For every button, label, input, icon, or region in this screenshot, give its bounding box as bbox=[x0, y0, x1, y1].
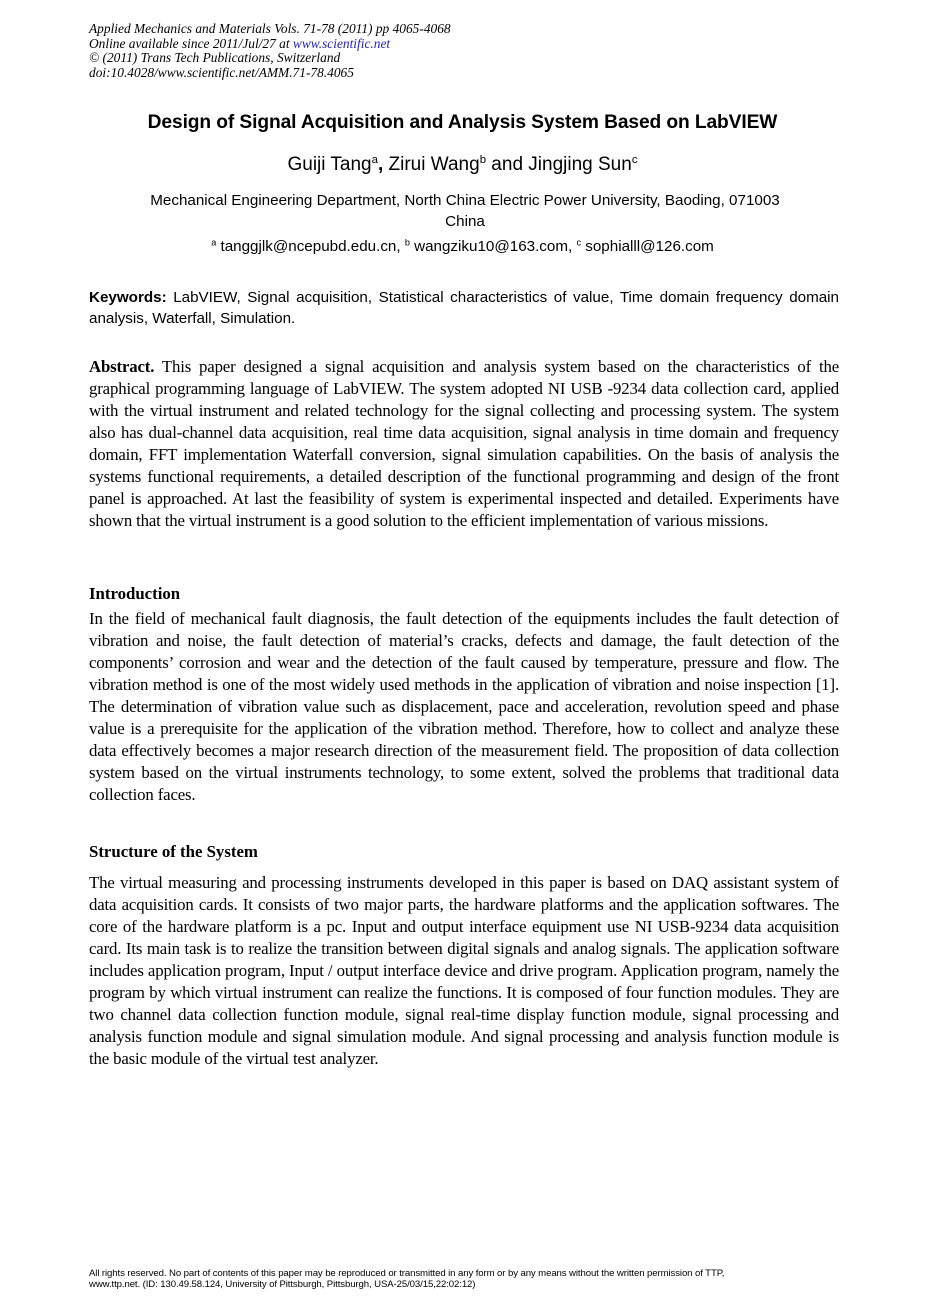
keywords-label: Keywords: bbox=[89, 289, 167, 306]
email-marker: b bbox=[404, 237, 410, 248]
scientific-net-link[interactable]: www.scientific.net bbox=[292, 35, 391, 51]
footer-line: www.ttp.net. (ID: 130.49.58.124, University of Pittsburgh, Pittsburgh, USA-25/03/15,22:02:12) bbox=[89, 1279, 476, 1290]
abstract bbox=[89, 356, 839, 532]
email-address: wangziku10@163.com bbox=[414, 238, 569, 255]
email-separator: , bbox=[568, 238, 577, 255]
affiliation-line: Mechanical Engineering Department, North China Electric Power University, Baoding, 071003 bbox=[150, 192, 780, 209]
author-name: Zirui Wang bbox=[388, 154, 480, 175]
author-affil-marker: c bbox=[631, 154, 638, 167]
journal-header bbox=[89, 22, 451, 80]
paper-title: Design of Signal Acquisition and Analysis System Based on LabVIEW bbox=[147, 112, 778, 133]
email-separator: , bbox=[396, 238, 405, 255]
email-marker: a bbox=[211, 237, 217, 248]
author-name: Guiji Tang bbox=[287, 154, 372, 175]
doi-line: doi:10.4028/www.scientific.net/AMM.71-78.4065 bbox=[89, 64, 354, 80]
section-heading-structure: Structure of the System bbox=[89, 842, 258, 861]
section-body-introduction: In the field of mechanical fault diagnosis, the fault detection of the equipments includes the fault detection of vibration and noise, the fault detection of material’s cracks, defects and damage, the fault detection of the components’ corrosion and wear and the detection of the fault caused by temperature, pressure and flow. The vibration method is one of the most widely used methods in the application of vibration and noise inspection [1]. The determination of vibration value such as displacement, pace and acceleration, revolution speed and phase value is a prerequisite for the application of the vibration method. Therefore, how to collect and analyze these data effectively becomes a major research direction of the measurement field. The proposition of data collection system based on the virtual instruments technology, to some extent, solved the problems that traditional data collection faces. bbox=[89, 609, 839, 804]
author-name: Jingjing Sun bbox=[528, 154, 632, 175]
author-affil-marker: a bbox=[371, 154, 378, 167]
author-list bbox=[0, 154, 925, 176]
affiliation bbox=[100, 190, 830, 232]
online-availability bbox=[89, 37, 451, 52]
abstract-label: Abstract. bbox=[89, 357, 155, 376]
online-prefix: Online available since 2011/Jul/27 at bbox=[89, 35, 293, 51]
author-emails bbox=[0, 238, 925, 255]
author-separator: and bbox=[486, 154, 529, 175]
footer-line: All rights reserved. No part of contents of this paper may be reproduced or transmitted in any form or by any means without the written permission of TTP, bbox=[89, 1268, 725, 1279]
author-separator: , bbox=[377, 154, 389, 175]
keywords bbox=[89, 287, 839, 329]
email-address: tanggjlk@ncepubd.edu.cn bbox=[220, 238, 397, 255]
keywords-text: LabVIEW, Signal acquisition, Statistical characteristics of value, Time domain frequency domain analysis, Waterfall, Simulation. bbox=[89, 289, 839, 327]
copyright-footer bbox=[89, 1268, 849, 1290]
section-heading-introduction: Introduction bbox=[89, 584, 181, 603]
email-marker: c bbox=[576, 237, 582, 248]
section-body-structure: The virtual measuring and processing instruments developed in this paper is based on DAQ assistant system of data acquisition cards. It consists of two major parts, the hardware platforms and the application softwares. The core of the hardware platform is a pc. Input and output interface equipment use NI USB-9234 data acquisition card. Its main task is to realize the transition between digital signals and analog signals. The application software includes application program, Input / output interface device and drive program. Application program, namely the program by which virtual instrument can realize the functions. It is composed of four function modules. They are two channel data collection function module, signal real-time display function module, signal processing and analysis function module and signal simulation module. And signal processing and analysis function module is the basic module of the virtual test analyzer. bbox=[89, 873, 839, 1068]
author-affil-marker: b bbox=[479, 154, 487, 167]
copyright-line: © (2011) Trans Tech Publications, Switzerland bbox=[89, 50, 341, 66]
journal-citation: Applied Mechanics and Materials Vols. 71-78 (2011) pp 4065-4068 bbox=[89, 21, 451, 36]
abstract-text: This paper designed a signal acquisition and analysis system based on the characteristics of the graphical programming language of LabVIEW. The system adopted NI USB -9234 data collection card, applied with the virtual instrument and related technology for the signal collecting and processing system. The system also has dual-channel data acquisition, real time data acquisition, signal analysis in time domain and frequency domain, FFT implementation Waterfall conversion, signal simulation capabilities. On the basis of analysis the systems functional requirements, a detailed description of the functional programming and design of the front panel is approached. At last the feasibility of system is experimental inspected and detailed. Experiments have shown that the virtual instrument is a good solution to the efficient implementation of various missions. bbox=[89, 357, 839, 530]
email-address: sophialll@126.com bbox=[585, 238, 714, 255]
affiliation-country: China bbox=[445, 213, 485, 230]
